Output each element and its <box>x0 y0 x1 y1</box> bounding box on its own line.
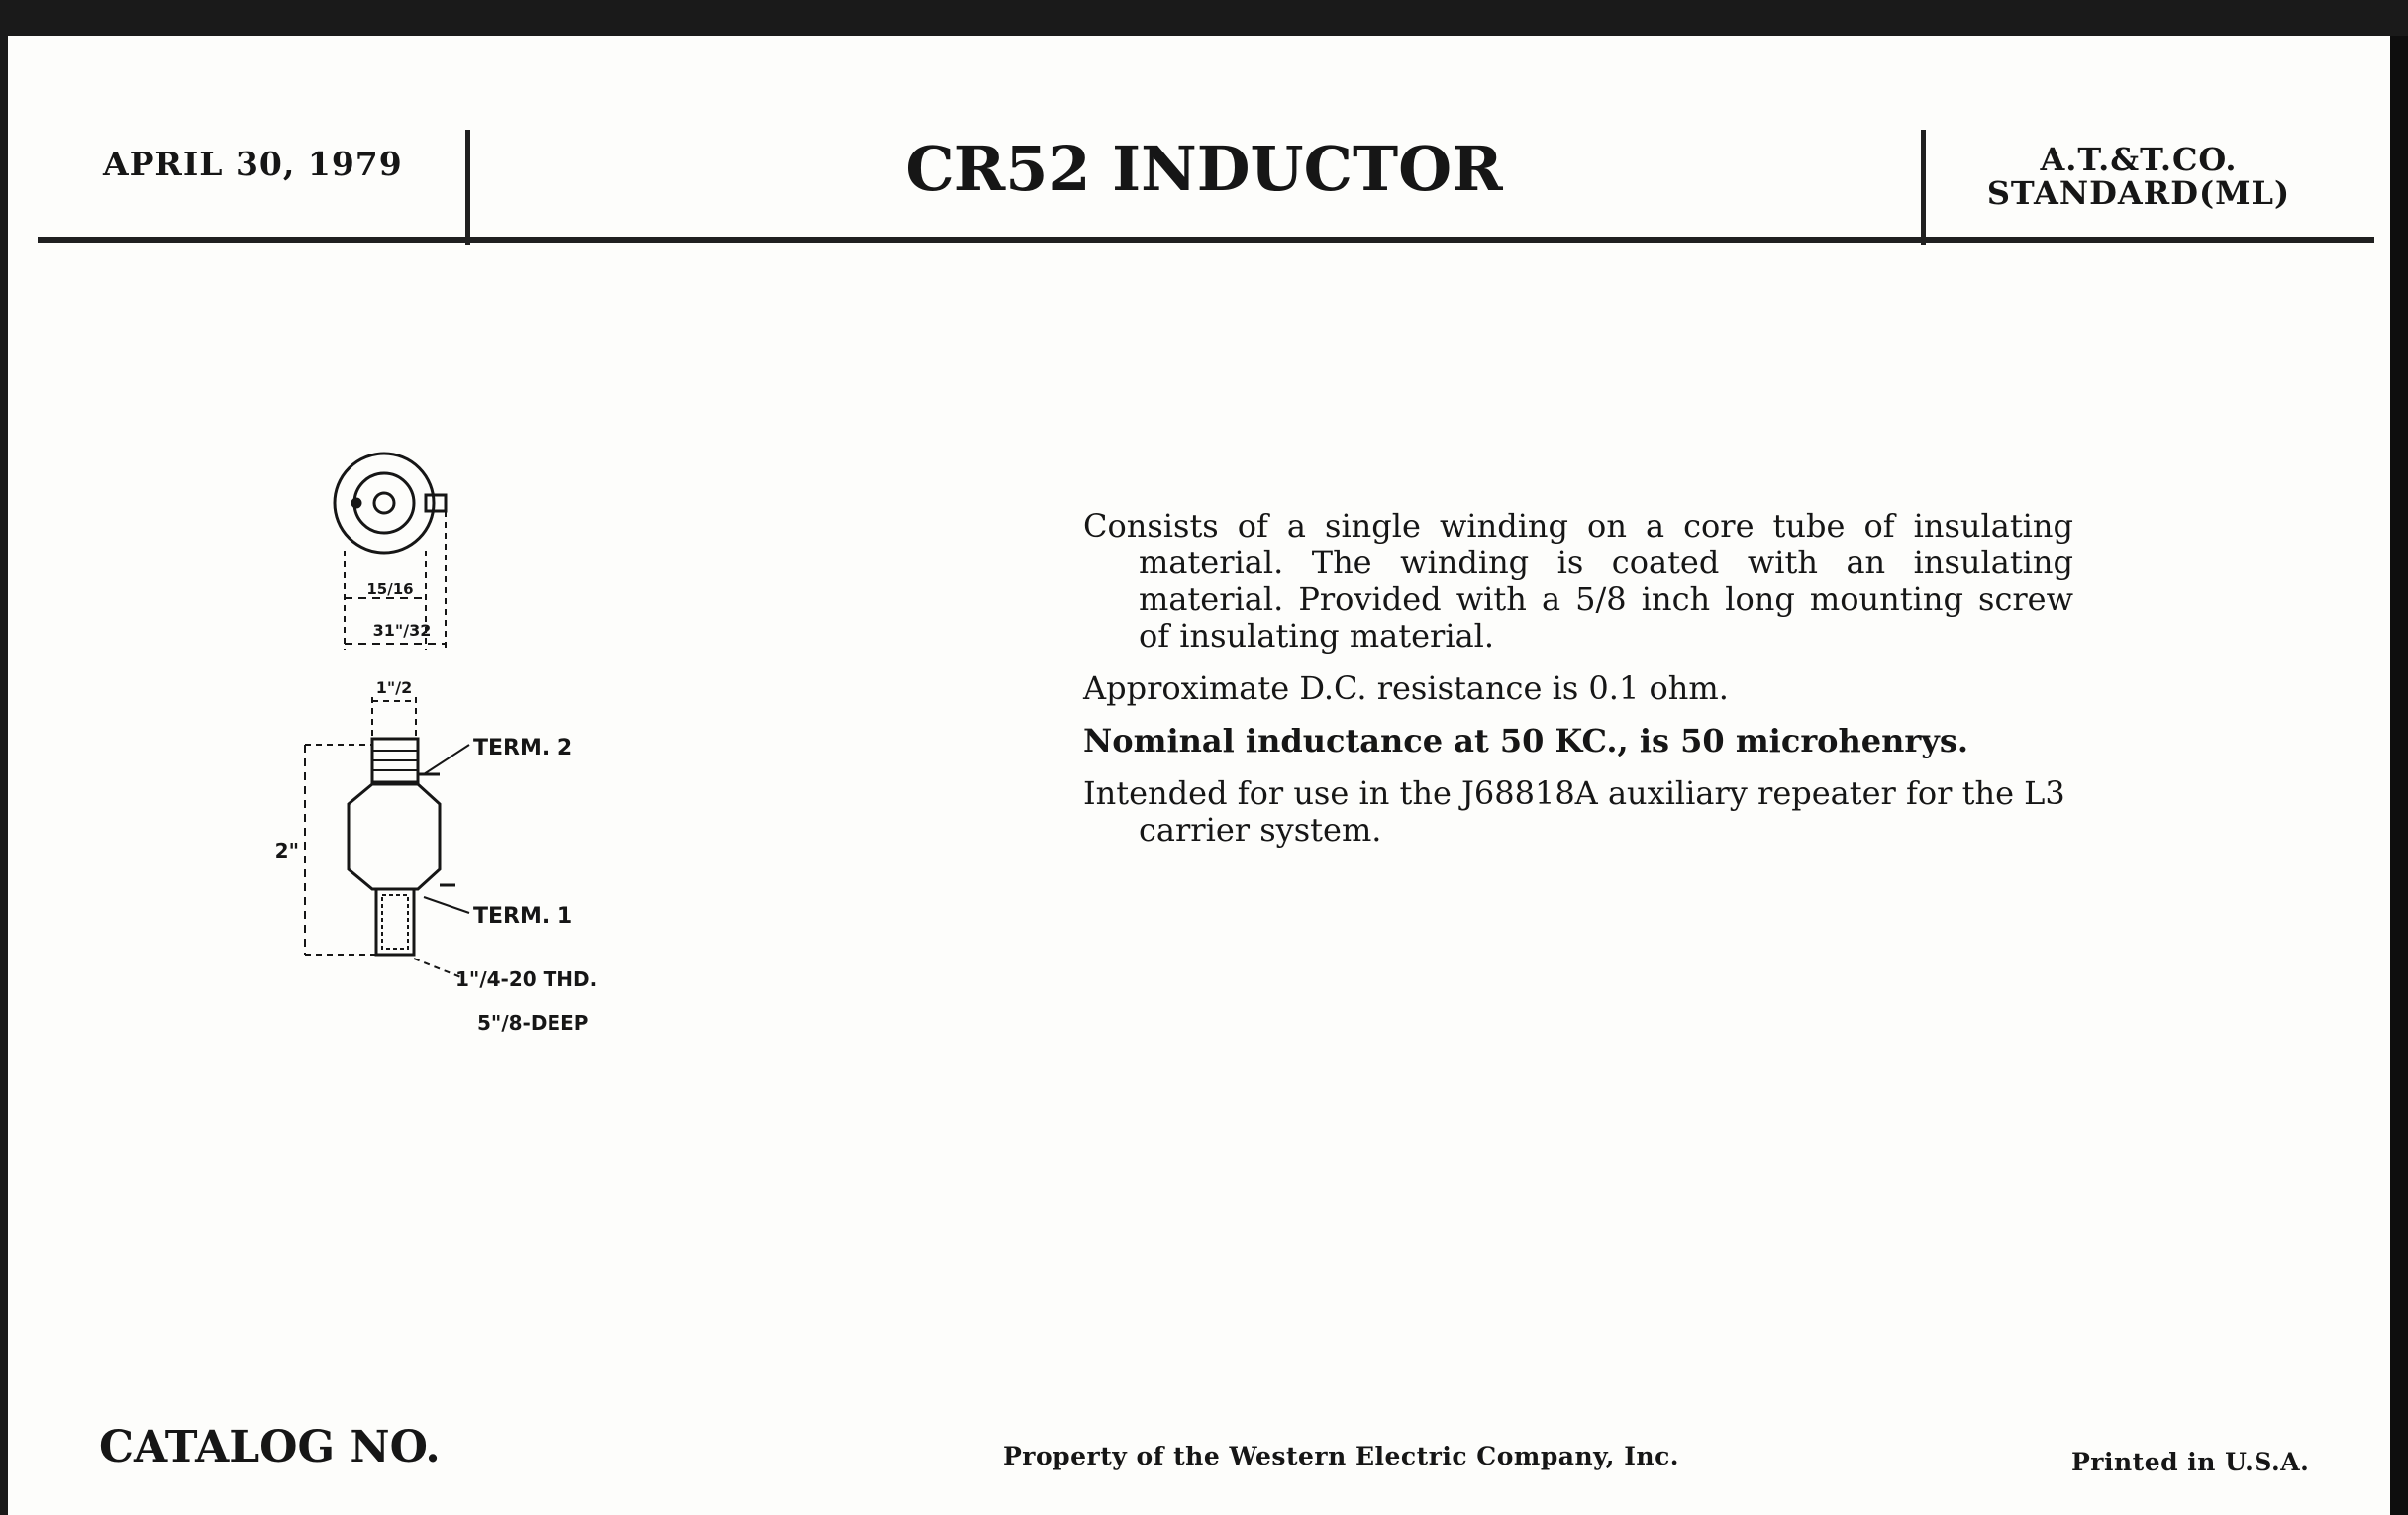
side-view <box>305 697 469 978</box>
catalog-number-label: CATALOG NO. <box>99 1422 441 1472</box>
top-view-inner-circle <box>354 473 414 533</box>
inductor-drawing-svg <box>275 432 632 1065</box>
header-date: APRIL 30, 1979 <box>103 145 403 183</box>
top-view-center-hole <box>374 493 394 513</box>
page-title: CR52 INDUCTOR <box>905 133 1503 205</box>
catalog-card <box>8 36 2390 1515</box>
inductor-body <box>349 784 440 889</box>
description-paragraph-1: Consists of a single winding on a core tube of insulating material. The winding is coated with an insulating material. Provided with a 5/8 inch long mounting screw of insulating material. <box>1083 507 2073 655</box>
description-paragraph-3: Nominal inductance at 50 KC., is 50 microhenrys. <box>1083 722 1969 759</box>
standard-line-2: STANDARD(ML) <box>1986 174 2291 212</box>
printed-in-notice: Printed in U.S.A. <box>2071 1448 2310 1476</box>
dim-label-15-16: 15/16 <box>366 580 414 598</box>
term-2-label: TERM. 2 <box>473 736 573 760</box>
dim-label-31-32: 31"/32 <box>372 621 432 640</box>
header-standard <box>1931 143 2347 210</box>
thread-label: 1"/4-20 THD. <box>455 967 598 991</box>
dim-label-height: 2" <box>275 839 299 862</box>
term-1-label: TERM. 1 <box>473 904 573 929</box>
description-paragraph-4: Intended for use in the J68818A auxiliary repeater for the L3 carrier system. <box>1083 774 2065 849</box>
standard-line-1: A.T.&T.CO. <box>2040 141 2238 178</box>
inductor-drawing <box>275 432 632 1065</box>
header-divider-right <box>1921 130 1926 245</box>
top-view-tab <box>426 495 446 511</box>
scan-edge-shadow <box>2390 36 2408 1515</box>
depth-label: 5"/8-DEEP <box>477 1011 589 1035</box>
header-divider-left <box>465 130 470 245</box>
header-rule <box>38 237 2374 243</box>
dim-label-width: 1"/2 <box>375 678 413 697</box>
term-1-leader <box>424 897 469 913</box>
screw-thread-hatch <box>382 895 408 949</box>
property-notice: Property of the Western Electric Company, Inc. <box>1003 1442 1680 1470</box>
top-view-outer-circle <box>335 454 434 553</box>
top-view-terminal-dot <box>352 499 360 507</box>
description-paragraph-2: Approximate D.C. resistance is 0.1 ohm. <box>1083 669 1729 707</box>
term-2-leader <box>424 745 469 774</box>
description <box>1083 508 2073 864</box>
